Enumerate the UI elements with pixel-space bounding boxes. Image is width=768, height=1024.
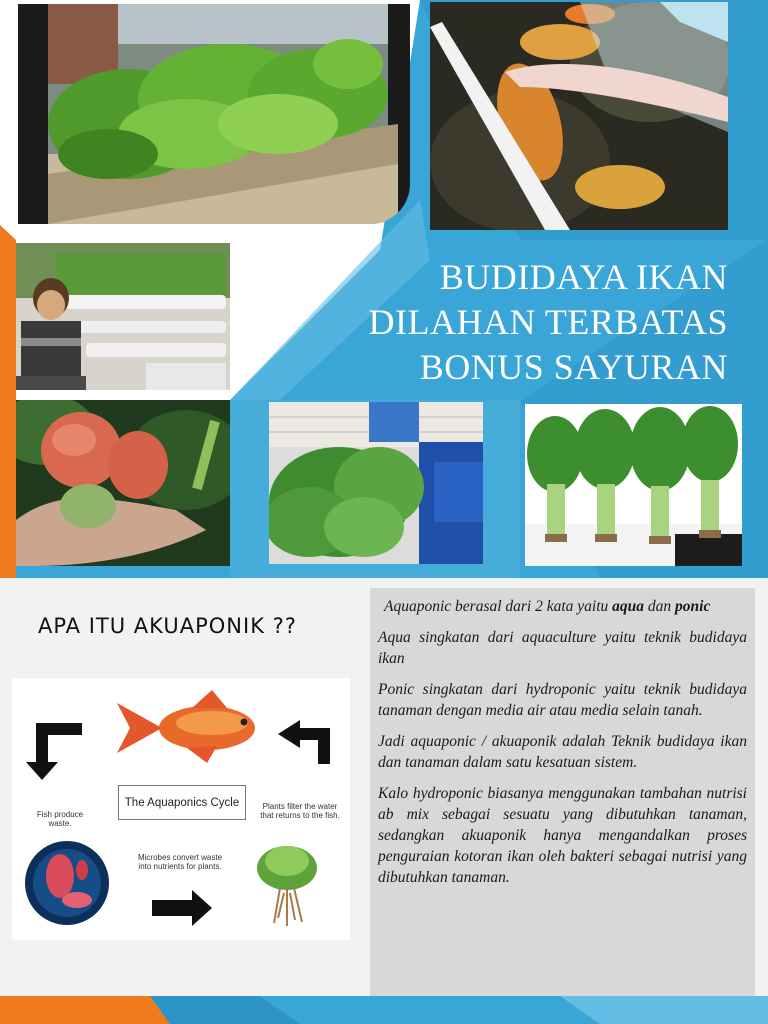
explanation-text-box: [370, 588, 755, 998]
cycle-title-box: The Aquaponics Cycle: [118, 785, 246, 820]
goldfish-icon: [117, 690, 255, 763]
title-line-3: BONUS SAYURAN: [419, 347, 728, 387]
photo-harvested-greens: [525, 404, 742, 566]
paragraph-ponic: Ponic singkatan dari hydroponic yaitu teknik budidaya tanaman dengan media air atau media selain tanah.: [378, 681, 747, 719]
down-arrow-icon: [26, 723, 82, 780]
section-heading: APA ITU AKUAPONIK ??: [38, 614, 297, 638]
title-line-1: BUDIDAYA IKAN: [439, 257, 728, 297]
footer-band: [0, 996, 768, 1024]
title-line-2: DILAHAN TERBATAS: [368, 302, 728, 342]
lettuce-icon: [257, 846, 317, 926]
paragraph-definition: Jadi aquaponic / akuaponik adalah Teknik budidaya ikan dan tanaman dalam satu kesatuan sistem.: [378, 733, 747, 771]
photo-tomatoes: [16, 400, 230, 566]
plants-label: Plants filter the water that returns to the fish.: [260, 802, 340, 820]
page-title: [369, 255, 728, 390]
paragraph-aqua: Aqua singkatan dari aquaculture yaitu teknik budidaya ikan: [378, 629, 747, 667]
up-left-arrow-icon: [278, 720, 330, 764]
p1-mid: dan: [644, 598, 676, 615]
paragraph-comparison: Kalo hydroponic biasanya menggunakan tambahan nutrisi ab mix sebagai sesuatu yang dibutuhkan tanaman, sedangkan akuaponik hanya mengandalkan proses penguraian kotoran ikan oleh bakteri sebagai nutrisi yang dibutuhkan tanaman.: [378, 785, 747, 886]
footer-shapes: [0, 996, 768, 1024]
p1-pre: Aquaponic berasal dari 2 kata yaitu: [384, 598, 613, 615]
microbes-label: Microbes convert waste into nutrients for plants.: [137, 853, 223, 871]
aquaponics-cycle-diagram: [12, 678, 350, 940]
p1-ponic: ponic: [675, 598, 711, 615]
photo-leafy-greens-buckets: [269, 402, 483, 564]
fish-label: Fish produce waste.: [36, 810, 84, 828]
p1-aqua: aqua: [612, 598, 645, 615]
microbes-icon: [25, 841, 109, 925]
right-arrow-icon: [152, 890, 212, 926]
photo-koi-pond: [430, 2, 728, 230]
photo-lettuce-planter: [18, 4, 410, 224]
paragraph-origin: [378, 596, 747, 617]
photo-hydroponic-pipes: [16, 243, 230, 390]
